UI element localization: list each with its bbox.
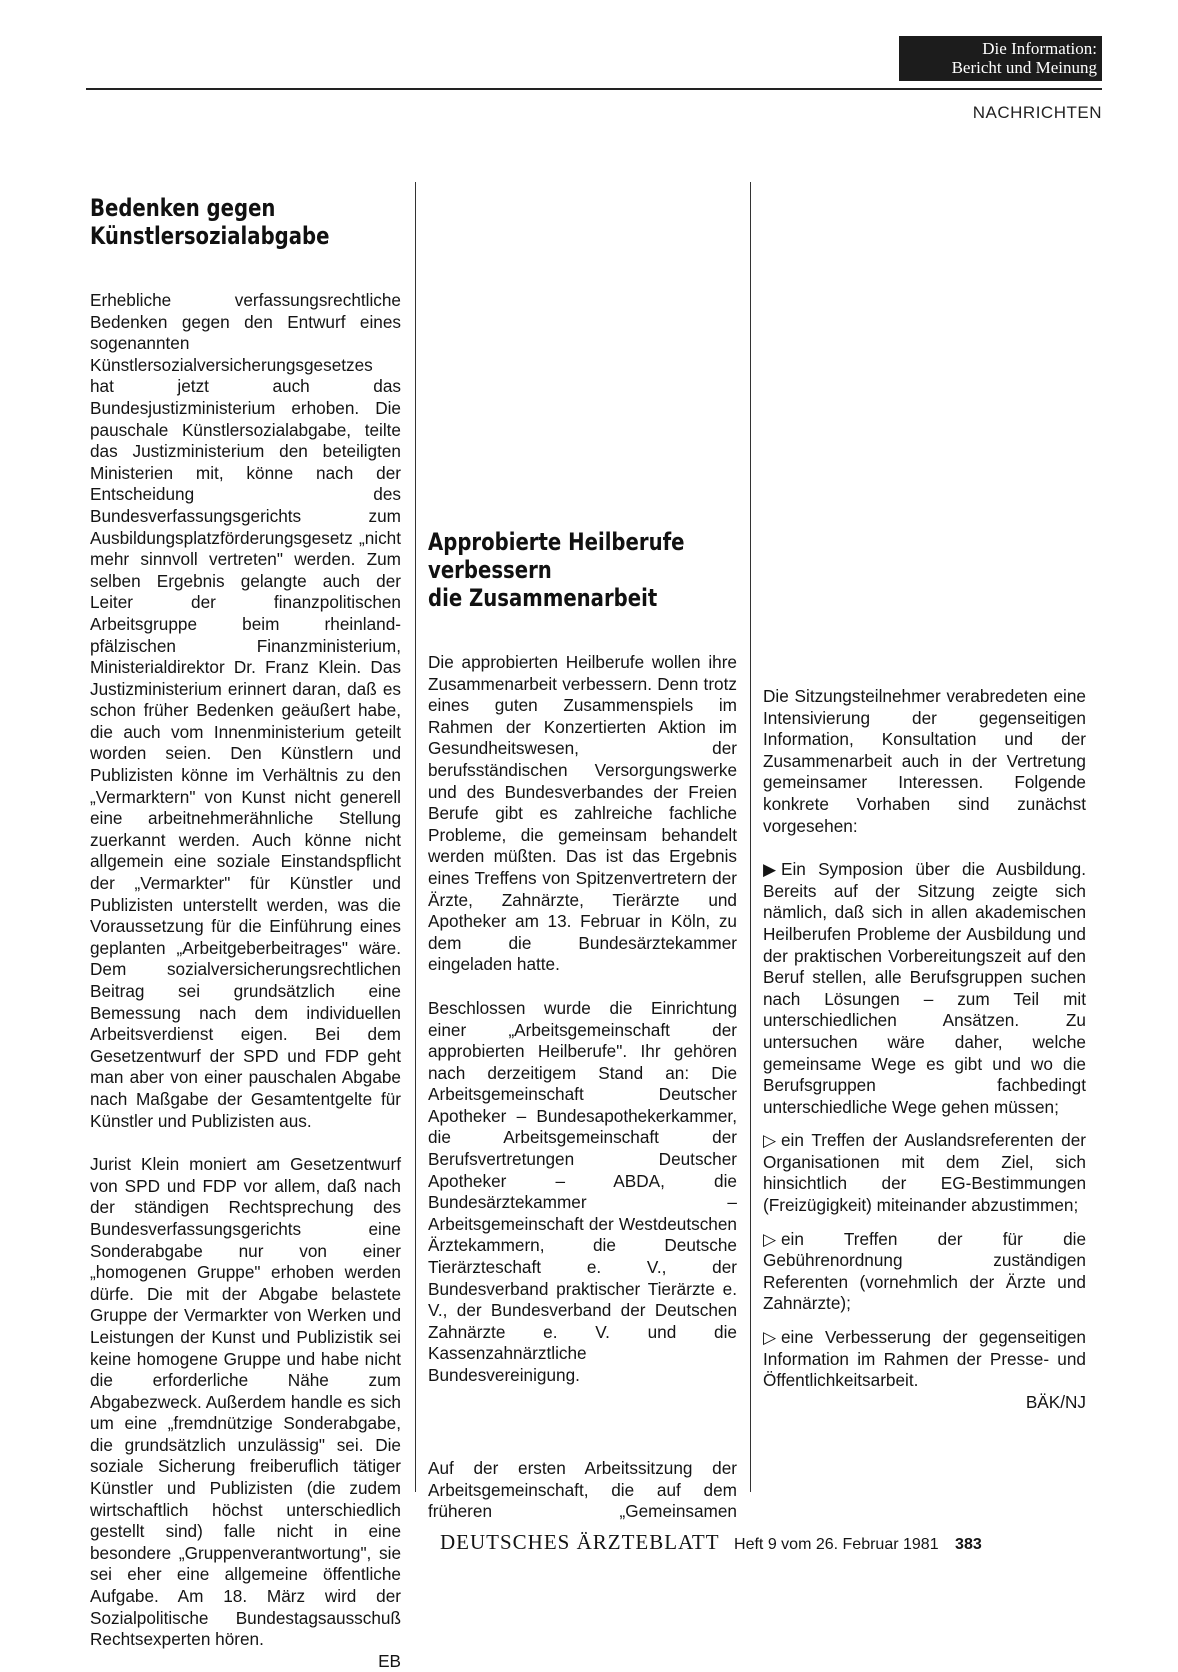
column-2-tail xyxy=(428,1458,737,1522)
article2-signature: BÄK/NJ xyxy=(1025,1391,1086,1412)
column-3 xyxy=(763,182,1086,1413)
article2-bullet-2 xyxy=(763,1130,1086,1216)
page-footer xyxy=(440,1530,1110,1555)
column-divider-1 xyxy=(415,182,416,1492)
article2-bullet-1 xyxy=(763,859,1086,1118)
header-rule xyxy=(86,88,1102,90)
column-1 xyxy=(90,186,401,1672)
article2-bullet-4 xyxy=(763,1327,1086,1413)
outline-arrow-icon: ▷ xyxy=(763,1130,777,1151)
article2-headline xyxy=(428,528,737,612)
article1-title-line2: Künstlersozialabgabe xyxy=(90,222,330,250)
page-number: 383 xyxy=(955,1536,982,1553)
article2-bullet-2-text: ein Treffen der Auslandsreferenten der Organisationen mit dem Ziel, sich hinsichtlich der EG-Bestimmungen (Freizügigkeit) miteinander abzustimmen; xyxy=(763,1130,1086,1216)
article1-paragraph-2-text: Jurist Klein moniert am Gesetzentwurf von SPD und FDP vor allem, daß nach der ständigen Rechtsprechung des Bundesverfassungsgerichts eine Sonderabgabe nur von einer „homogenen Gruppe" erhoben werden dürfe. Die mit der Abgabe belastete Gruppe der Vermarkter von Werken und Leistungen der Kunst und Publizistik sei keine homogene Gruppe und habe nicht die erforderliche Nähe zum Abgabezweck. Außerdem handle es sich um eine „fremdnützige Sonderabgabe, die grundsätzlich unzulässig" sei. Die soziale Sicherung freiberuflich tätiger Künstler und Publizisten (die zudem wirtschaftlich höchst unterschiedlich gestellt sind) falle nicht in eine besondere „Gruppenverantwortung", sie sei eher eine allgemeine öffentliche Aufgabe. Am 18. März wird der Sozialpolitische Bundestagsausschuß Rechtsexperten hören. xyxy=(90,1154,401,1650)
article2-paragraph-4: Die Sitzungsteilnehmer verabredeten eine Intensivierung der gegenseitigen Information, Konsultation und der Zusammenarbeit auch in der Vertretung gemeinsamer Interessen. Folgende konkrete Vorhaben sind zunächst vorgesehen: xyxy=(763,686,1086,836)
issue-info: Heft 9 vom 26. Februar 1981 xyxy=(734,1536,939,1553)
article1-signature: EB xyxy=(378,1650,401,1671)
article2-title-line1: Approbierte Heilberufe xyxy=(428,528,685,556)
filled-arrow-icon: ▶ xyxy=(763,859,777,880)
article2-bullet-4-text: eine Verbesserung der gegenseitigen Information im Rahmen der Presse- und Öffentlichkeitsarbeit. xyxy=(763,1327,1086,1391)
article2-title-line2: verbessern xyxy=(428,556,552,584)
article2-bullet-3 xyxy=(763,1229,1086,1315)
article2-paragraph-2: Beschlossen wurde die Einrichtung einer „Arbeitsgemeinschaft der approbierten Heilberufe". Ihr gehören nach derzeitigem Stand an: Die Arbeitsgemeinschaft Deutscher Apotheker – Bundesapothekerkammer, die Arbeitsgemeinschaft der Berufsvertretungen Deutscher Apotheker – ABDA, die Bundesärztekammer – Arbeitsgemeinschaft der Westdeutschen Ärztekammern, die Deutsche Tierärzteschaft e. V., der Bundesverband praktischer Tierärzte e. V., der Bundesverband der Deutschen Zahnärzte e. V. und die Kassenzahnärztliche Bundesvereinigung. xyxy=(428,997,737,1385)
section-label-line2: Bericht und Meinung xyxy=(951,58,1097,77)
article2-bullet-1-text: Ein Symposion über die Ausbildung. Bereits auf der Sitzung zeigte sich nämlich, daß sich in allen akademischen Heilberufen Probleme der Ausbildung und der praktischen Vorbereitungszeit auf den Beruf stellen, alle Berufsgruppen suchen nach Lösungen – zum Teil mit unterschiedlichen Ansätzen. Zu untersuchen wäre daher, welche gemeinsame Wege es gibt und wo die Berufsgruppen fachbedingt unterschiedliche Wege gehen müssen; xyxy=(763,859,1086,1117)
section-label-box xyxy=(899,36,1102,81)
article1-headline xyxy=(90,194,401,250)
column-2 xyxy=(428,182,737,1409)
article2-bullet-3-text: ein Treffen der für die Gebührenordnung zuständigen Referenten (vornehmlich der Ärzte und Zahnärzte); xyxy=(763,1228,1086,1314)
column-divider-2 xyxy=(750,182,751,1492)
article1-title-line1: Bedenken gegen xyxy=(90,194,276,222)
article2-title-line3: die Zusammenarbeit xyxy=(428,584,658,612)
article2-paragraph-3: Auf der ersten Arbeitssitzung der Arbeitsgemeinschaft, die auf dem früheren „Gemeinsamen xyxy=(428,1458,737,1522)
journal-name: DEUTSCHES ÄRZTEBLATT xyxy=(440,1530,720,1554)
section-label-line1: Die Information: xyxy=(982,39,1097,58)
outline-arrow-icon: ▷ xyxy=(763,1327,777,1348)
article1-paragraph-2 xyxy=(90,1154,401,1672)
section-title: NACHRICHTEN xyxy=(972,103,1102,122)
article1-paragraph-1: Erhebliche verfassungsrechtliche Bedenken gegen den Entwurf eines sogenannten Künstlersozialversicherungsgesetzes hat jetzt auch das Bundesjustizministerium erhoben. Die pauschale Künstlersozialabgabe, teilte das Justizministerium den beteiligten Ministerien mit, könne nach der Entscheidung des Bundesverfassungsgerichts zum Ausbildungsplatzförderungsgesetz „nicht mehr sinnvoll vertreten" werden. Zum selben Ergebnis gelangte auch der Leiter der finanzpolitischen Arbeitsgruppe beim rheinland-pfälzischen Finanzministerium, Ministerialdirektor Dr. Franz Klein. Das Justizministerium erinnert daran, daß es schon früher Bedenken geäußert habe, die auch vom Innenministerium geteilt worden seien. Den Künstlern und Publizisten könne im Verhältnis zu den „Vermarktern" von Kunst nicht generell eine arbeitnehmerähnliche Stellung zuerkannt werden. Auch könne nicht allgemein eine soziale Einstandspflicht der „Vermarkter" für Künstler und Publizisten unterstellt werden, was die Voraussetzung für die Einführung eines geplanten „Arbeitgeberbeitrages" wäre. Dem sozialversicherungsrechtlichen Beitrag sei grundsätzlich eine Bemessung nach dem individuellen Arbeitsverdienst eigen. Bei dem Gesetzentwurf der SPD und FDP geht man aber von einer pauschalen Abgabe nach Maßgabe der Gesamtentgelte für Künstler und Publizisten aus. xyxy=(90,290,401,1131)
outline-arrow-icon: ▷ xyxy=(763,1228,777,1249)
article2-paragraph-1: Die approbierten Heilberufe wollen ihre Zusammenarbeit verbessern. Denn trotz eines guten Zusammenspiels im Rahmen der Konzertierten Aktion im Gesundheitswesen, der berufsständischen Versorgungswerke und des Bundesverbandes der Freien Berufe gibt es zahlreiche fachliche Probleme, die gemeinsam behandelt werden müßten. Das ist das Ergebnis eines Treffens von Spitzenvertretern der Ärzte, Zahnärzte, Tierärzte und Apotheker am 13. Februar in Köln, zu dem die Bundesärztekammer eingeladen hatte. xyxy=(428,652,737,975)
